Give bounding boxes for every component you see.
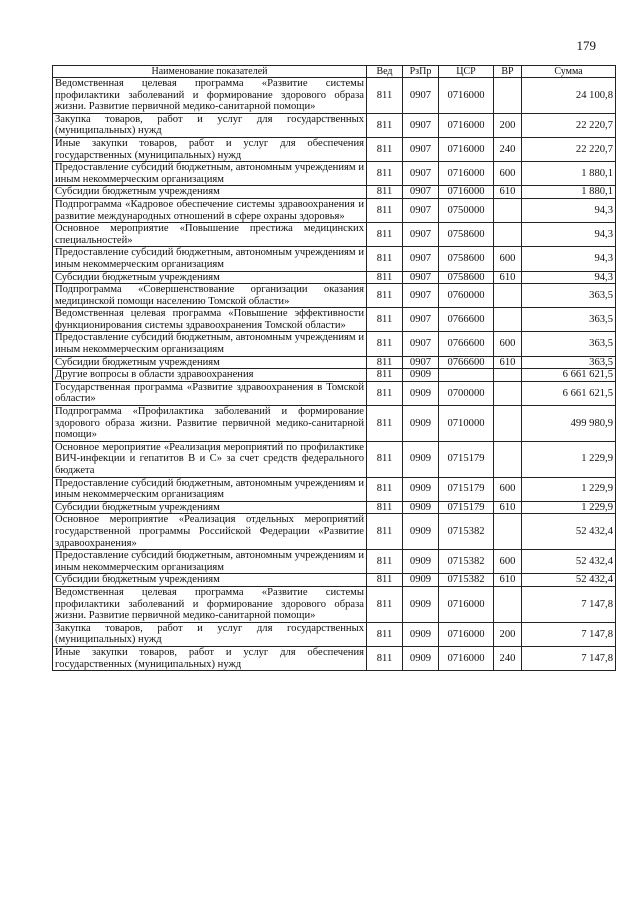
row-ved-cell: 811 [367,369,403,382]
row-vr-cell: 600 [494,477,522,501]
row-name-cell: Другие вопросы в области здравоохранения [53,369,367,382]
row-name-cell: Подпрограмма «Совершенствование организации оказания медицинской помощи населению Томской области» [53,284,367,308]
row-sum-cell: 363,5 [522,356,616,369]
row-rzpr-cell: 0907 [403,356,439,369]
row-vr-cell: 200 [494,113,522,137]
row-csr-cell: 0716000 [439,78,494,114]
row-vr-cell [494,223,522,247]
row-rzpr-cell: 0909 [403,646,439,670]
row-csr-cell [439,369,494,382]
row-rzpr-cell: 0909 [403,477,439,501]
table-row [53,308,616,332]
row-name-cell: Ведомственная целевая программа «Повышение эффективности функционирования системы здравоохранения Томской области» [53,308,367,332]
row-rzpr-cell: 0907 [403,308,439,332]
row-ved-cell: 811 [367,574,403,587]
row-sum-cell: 1 229,9 [522,501,616,514]
row-sum-cell: 52 432,4 [522,514,616,550]
row-rzpr-cell: 0909 [403,381,439,405]
row-ved-cell: 811 [367,78,403,114]
table-row [53,646,616,670]
table-row [53,247,616,271]
row-csr-cell: 0760000 [439,284,494,308]
row-vr-cell: 240 [494,137,522,161]
row-sum-cell: 7 147,8 [522,586,616,622]
row-name-cell: Предоставление субсидий бюджетным, автономным учреждениям и иным некоммерческим организациям [53,247,367,271]
row-sum-cell: 6 661 621,5 [522,369,616,382]
row-vr-cell: 240 [494,646,522,670]
row-csr-cell: 0716000 [439,186,494,199]
row-ved-cell: 811 [367,332,403,356]
row-sum-cell: 1 229,9 [522,477,616,501]
page-number: 179 [576,38,596,53]
row-csr-cell: 0716000 [439,646,494,670]
row-rzpr-cell: 0909 [403,574,439,587]
row-vr-cell: 610 [494,574,522,587]
row-csr-cell: 0766600 [439,356,494,369]
row-name-cell: Предоставление субсидий бюджетным, автономным учреждениям и иным некоммерческим организациям [53,477,367,501]
row-csr-cell: 0716000 [439,137,494,161]
row-name-cell: Субсидии бюджетным учреждениям [53,501,367,514]
row-vr-cell: 610 [494,501,522,514]
row-rzpr-cell: 0907 [403,162,439,186]
table-row [53,381,616,405]
row-rzpr-cell: 0907 [403,137,439,161]
row-vr-cell: 600 [494,162,522,186]
row-rzpr-cell: 0907 [403,186,439,199]
header-csr: ЦСР [439,66,494,78]
row-ved-cell: 811 [367,223,403,247]
table-row [53,284,616,308]
row-name-cell: Основное мероприятие «Повышение престижа медицинских специальностей» [53,223,367,247]
row-sum-cell: 1 229,9 [522,441,616,477]
row-rzpr-cell: 0907 [403,271,439,284]
row-csr-cell: 0766600 [439,308,494,332]
row-name-cell: Ведомственная целевая программа «Развитие системы профилактики заболеваний и формирование здорового образа жизни. Развитие первичной медико-санитарной помощи» [53,586,367,622]
row-vr-cell: 610 [494,271,522,284]
row-csr-cell: 0715179 [439,477,494,501]
row-name-cell: Основное мероприятие «Реализация мероприятий по профилактике ВИЧ-инфекции и гепатитов В и С» за счет средств федерального бюджета [53,441,367,477]
row-rzpr-cell: 0907 [403,198,439,222]
row-vr-cell: 200 [494,622,522,646]
header-sum: Сумма [522,66,616,78]
row-name-cell: Предоставление субсидий бюджетным, автономным учреждениям и иным некоммерческим организациям [53,162,367,186]
row-vr-cell: 600 [494,332,522,356]
row-name-cell: Закупка товаров, работ и услуг для государственных (муниципальных) нужд [53,113,367,137]
row-csr-cell: 0716000 [439,586,494,622]
header-ved: Вед [367,66,403,78]
row-rzpr-cell: 0909 [403,550,439,574]
row-vr-cell [494,514,522,550]
row-vr-cell [494,284,522,308]
table-row [53,137,616,161]
row-sum-cell: 94,3 [522,271,616,284]
row-vr-cell [494,78,522,114]
row-csr-cell: 0716000 [439,162,494,186]
row-name-cell: Предоставление субсидий бюджетным, автономным учреждениям и иным некоммерческим организациям [53,550,367,574]
row-ved-cell: 811 [367,514,403,550]
table-row [53,369,616,382]
header-vr: ВР [494,66,522,78]
row-ved-cell: 811 [367,381,403,405]
table-row [53,477,616,501]
row-ved-cell: 811 [367,308,403,332]
row-csr-cell: 0758600 [439,223,494,247]
row-name-cell: Государственная программа «Развитие здравоохранения в Томской области» [53,381,367,405]
row-ved-cell: 811 [367,550,403,574]
row-ved-cell: 811 [367,501,403,514]
row-sum-cell: 22 220,7 [522,137,616,161]
row-sum-cell: 7 147,8 [522,622,616,646]
row-sum-cell: 363,5 [522,308,616,332]
row-vr-cell [494,586,522,622]
row-csr-cell: 0716000 [439,113,494,137]
row-rzpr-cell: 0909 [403,514,439,550]
row-rzpr-cell: 0907 [403,113,439,137]
table-row [53,162,616,186]
budget-table [52,65,616,671]
row-ved-cell: 811 [367,284,403,308]
row-vr-cell [494,198,522,222]
row-ved-cell: 811 [367,622,403,646]
row-rzpr-cell: 0907 [403,332,439,356]
row-ved-cell: 811 [367,477,403,501]
row-csr-cell: 0716000 [439,622,494,646]
header-rzpr: РзПр [403,66,439,78]
row-ved-cell: 811 [367,271,403,284]
row-vr-cell [494,441,522,477]
row-rzpr-cell: 0909 [403,501,439,514]
row-name-cell: Субсидии бюджетным учреждениям [53,186,367,199]
row-vr-cell [494,308,522,332]
row-vr-cell: 600 [494,247,522,271]
row-ved-cell: 811 [367,162,403,186]
row-vr-cell: 610 [494,356,522,369]
row-vr-cell [494,406,522,442]
row-name-cell: Ведомственная целевая программа «Развитие системы профилактики заболеваний и формирование здорового образа жизни. Развитие первичной медико-санитарной помощи» [53,78,367,114]
row-csr-cell: 0715382 [439,550,494,574]
row-csr-cell: 0715179 [439,441,494,477]
row-ved-cell: 811 [367,186,403,199]
table-row [53,186,616,199]
row-sum-cell: 499 980,9 [522,406,616,442]
row-ved-cell: 811 [367,586,403,622]
row-name-cell: Подпрограмма «Кадровое обеспечение системы здравоохранения и развитие международных отношений в сфере охраны здоровья» [53,198,367,222]
row-rzpr-cell: 0909 [403,586,439,622]
row-rzpr-cell: 0909 [403,406,439,442]
row-vr-cell: 600 [494,550,522,574]
table-row [53,622,616,646]
row-csr-cell: 0710000 [439,406,494,442]
row-rzpr-cell: 0907 [403,78,439,114]
row-name-cell: Предоставление субсидий бюджетным, автономным учреждениям и иным некоммерческим организациям [53,332,367,356]
row-rzpr-cell: 0909 [403,369,439,382]
row-sum-cell: 52 432,4 [522,550,616,574]
row-name-cell: Иные закупки товаров, работ и услуг для обеспечения государственных (муниципальных) нужд [53,646,367,670]
table-row [53,332,616,356]
table-row [53,514,616,550]
row-ved-cell: 811 [367,406,403,442]
row-csr-cell: 0766600 [439,332,494,356]
table-row [53,586,616,622]
row-rzpr-cell: 0907 [403,247,439,271]
table-row [53,356,616,369]
row-csr-cell: 0758600 [439,271,494,284]
row-name-cell: Основное мероприятие «Реализация отдельных мероприятий государственной программы Российской Федерации «Развитие здравоохранения» [53,514,367,550]
row-ved-cell: 811 [367,356,403,369]
row-rzpr-cell: 0907 [403,223,439,247]
table-row [53,113,616,137]
row-csr-cell: 0715382 [439,514,494,550]
row-sum-cell: 7 147,8 [522,646,616,670]
row-rzpr-cell: 0909 [403,622,439,646]
row-csr-cell: 0715382 [439,574,494,587]
row-sum-cell: 22 220,7 [522,113,616,137]
row-name-cell: Субсидии бюджетным учреждениям [53,271,367,284]
row-vr-cell: 610 [494,186,522,199]
row-sum-cell: 6 661 621,5 [522,381,616,405]
header-name: Наименование показателей [53,66,367,78]
table-row [53,223,616,247]
row-sum-cell: 94,3 [522,247,616,271]
row-ved-cell: 811 [367,198,403,222]
row-csr-cell: 0750000 [439,198,494,222]
row-vr-cell [494,369,522,382]
row-ved-cell: 811 [367,441,403,477]
row-sum-cell: 363,5 [522,332,616,356]
row-ved-cell: 811 [367,247,403,271]
row-ved-cell: 811 [367,137,403,161]
row-vr-cell [494,381,522,405]
row-ved-cell: 811 [367,646,403,670]
row-sum-cell: 1 880,1 [522,186,616,199]
table-row [53,198,616,222]
row-rzpr-cell: 0909 [403,441,439,477]
table-row [53,574,616,587]
row-csr-cell: 0715179 [439,501,494,514]
row-name-cell: Иные закупки товаров, работ и услуг для обеспечения государственных (муниципальных) нужд [53,137,367,161]
row-sum-cell: 363,5 [522,284,616,308]
row-csr-cell: 0758600 [439,247,494,271]
row-name-cell: Закупка товаров, работ и услуг для государственных (муниципальных) нужд [53,622,367,646]
table-row [53,406,616,442]
row-name-cell: Подпрограмма «Профилактика заболеваний и формирование здорового образа жизни. Развитие первичной медико-санитарной помощи» [53,406,367,442]
row-sum-cell: 24 100,8 [522,78,616,114]
table-row [53,550,616,574]
row-ved-cell: 811 [367,113,403,137]
row-name-cell: Субсидии бюджетным учреждениям [53,356,367,369]
table-header [53,66,616,78]
row-csr-cell: 0700000 [439,381,494,405]
row-sum-cell: 94,3 [522,223,616,247]
row-sum-cell: 94,3 [522,198,616,222]
row-sum-cell: 1 880,1 [522,162,616,186]
table-row [53,441,616,477]
row-name-cell: Субсидии бюджетным учреждениям [53,574,367,587]
header-row [53,66,616,78]
row-rzpr-cell: 0907 [403,284,439,308]
table-row [53,78,616,114]
row-sum-cell: 52 432,4 [522,574,616,587]
table-row [53,501,616,514]
table-body [53,78,616,671]
table-row [53,271,616,284]
